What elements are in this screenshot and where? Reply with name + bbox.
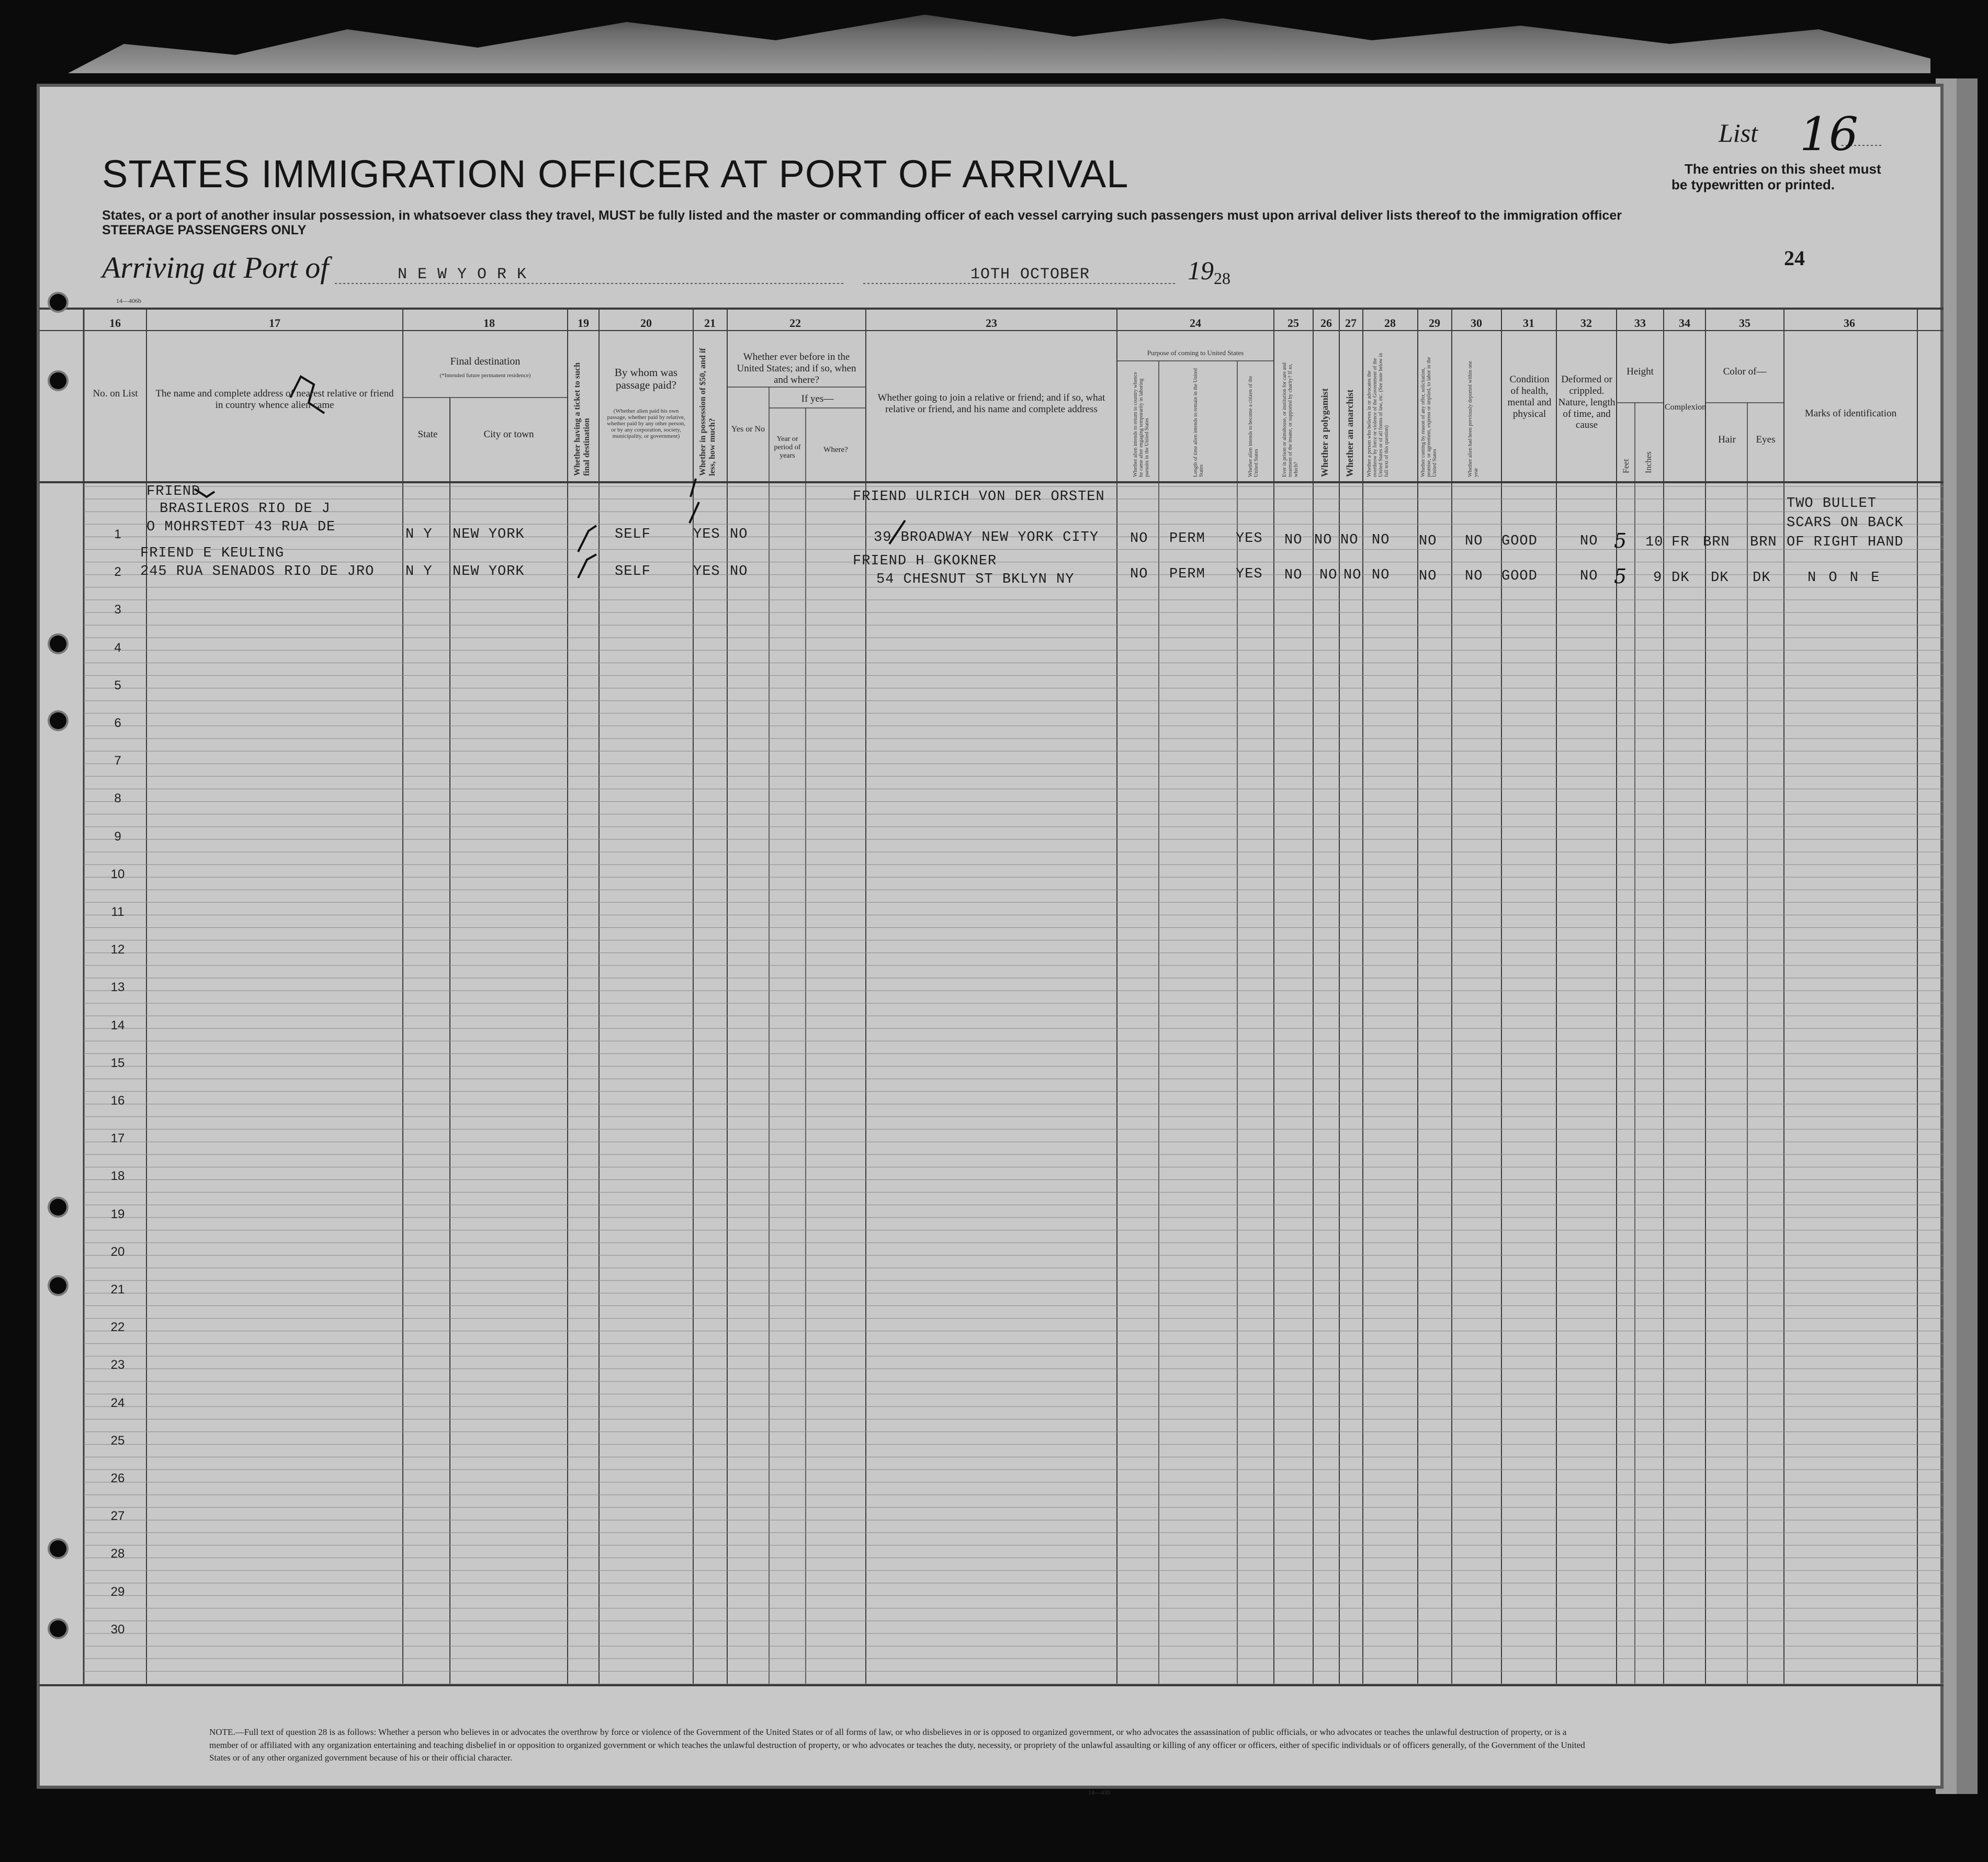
col-num-19: 19: [578, 316, 589, 330]
row2-passage: SELF: [615, 564, 651, 580]
header-final-destination-note: (*Intended future permanent residence): [439, 372, 531, 379]
row-number: 5: [114, 678, 121, 692]
binder-hole: [50, 1277, 66, 1294]
row1-citizen: YES: [1236, 531, 1263, 547]
row-number: 15: [110, 1055, 125, 1070]
row-number: 16: [110, 1094, 125, 1108]
page-title: STATES IMMIGRATION OFFICER AT PORT OF ARRIVAL: [102, 152, 1129, 196]
header-passage-note: (Whether alien paid his own passage, whether paid by relative, whether paid by any other person, or by any corporation, society, municipality, or government): [607, 408, 685, 440]
col-num-34: 34: [1679, 316, 1690, 330]
row1-before: NO: [730, 527, 748, 542]
binder-hole: [50, 1620, 66, 1637]
header-hair: Hair: [1718, 434, 1736, 445]
col-num-16: 16: [109, 316, 121, 330]
header-feet: Feet: [1622, 459, 1631, 473]
row1-length: PERM: [1169, 531, 1205, 547]
row2-overthrow: NO: [1372, 567, 1390, 583]
sheet-number: 24: [1784, 246, 1805, 270]
col-num-32: 32: [1580, 316, 1592, 330]
header-inches: Inches: [1644, 451, 1653, 473]
row1-city: NEW YORK: [453, 527, 525, 542]
row2-prison: NO: [1284, 567, 1303, 583]
row2-city: NEW YORK: [453, 564, 525, 580]
subtitle-instructions: States, or a port of another insular possession, in whatsoever class they travel, MUST be fully listed and the master or commanding officer of each vessel carrying such passengers must upon arrival deliver lists thereof to the immigration officer: [102, 208, 1622, 223]
row1-relative-line1: BRASILEROS RIO DE J: [160, 501, 331, 517]
binder-hole: [50, 712, 66, 729]
header-final-destination: Final destination: [450, 356, 521, 367]
header-purpose-return: Whether alien intends to return to country whence he came after engaging temporarily in laboring pursuits in the United States: [1133, 372, 1150, 477]
typewritten-note-2: be typewritten or printed.: [1671, 177, 1835, 192]
col-num-31: 31: [1523, 316, 1534, 330]
col-num-26: 26: [1320, 316, 1332, 330]
row-number: 22: [110, 1320, 125, 1335]
header-fifty-dollars: Whether in possession of $50, and if less, how much?: [698, 348, 717, 476]
row1-marks-line1: TWO BULLET: [1787, 496, 1877, 512]
row1-relative-line2: O MOHRSTEDT 43 RUA DE: [146, 519, 336, 535]
header-overthrow: Whether a person who believes in or advocates the overthrow by force or violence of the Government of the United States or of all forms of law, etc. (See note below in full text of this question): [1366, 353, 1390, 477]
list-label: List: [1719, 118, 1758, 147]
form-code-top: 14—406b: [116, 297, 141, 304]
binder-hole: [50, 372, 66, 389]
row2-deported: NO: [1465, 569, 1483, 584]
header-deformed: Deformed or crippled. Nature, length of time, and cause: [1558, 374, 1616, 431]
row2-health: GOOD: [1501, 569, 1538, 584]
binder-hole: [50, 635, 66, 652]
row-number: 13: [110, 980, 125, 995]
row2-eyes: DK: [1753, 570, 1771, 586]
row2-inches: 9: [1653, 570, 1663, 586]
row2-feet: 5: [1614, 565, 1627, 588]
row2-anarchist: NO: [1343, 567, 1362, 583]
row-number: 23: [110, 1358, 125, 1372]
row2-citizen: YES: [1236, 566, 1263, 582]
row-number: 2: [114, 565, 121, 580]
row-number: 7: [114, 754, 121, 768]
row-number: 29: [110, 1584, 125, 1599]
header-yes-or-no: Yes or No: [731, 425, 765, 434]
header-ticket: Whether having a ticket to such final destination: [573, 362, 591, 476]
row-number: 6: [114, 716, 121, 730]
col-num-24: 24: [1190, 316, 1201, 330]
row1-passage: SELF: [615, 527, 651, 542]
row1-fifty: YES: [693, 527, 720, 542]
row-number: 19: [110, 1207, 125, 1221]
row-number: 30: [110, 1622, 125, 1637]
header-anarchist: Whether an anarchist: [1345, 389, 1355, 477]
row1-deformed: NO: [1580, 533, 1598, 549]
row-number: 3: [114, 603, 121, 617]
col-num-33: 33: [1634, 316, 1646, 330]
header-relative-address: The name and complete address of nearest relative or friend in country whence alien came: [155, 388, 394, 411]
row1-anarchist: NO: [1340, 532, 1359, 548]
row1-return: NO: [1130, 531, 1148, 547]
row2-joining-line1: FRIEND H GKOKNER: [853, 553, 997, 569]
row-number: 8: [114, 791, 121, 806]
header-purpose-length: Length of time alien intends to remain in the United States: [1193, 368, 1204, 477]
arriving-label: Arriving at Port of: [102, 251, 329, 285]
row-number: 1: [114, 527, 121, 541]
year-prefix: 19: [1188, 256, 1214, 285]
port-value: N E W Y O R K: [398, 266, 527, 283]
header-polygamist: Whether a polygamist: [1319, 388, 1330, 477]
header-before-in-us: Whether ever before in the United States; and if so, when and where?: [737, 351, 856, 385]
col-num-23: 23: [986, 316, 997, 330]
list-number: 16: [1800, 107, 1858, 161]
header-no-on-list: No. on List: [93, 388, 138, 399]
row1-health: GOOD: [1501, 533, 1538, 549]
row-number: 25: [110, 1433, 125, 1448]
row2-state: N Y: [405, 564, 433, 580]
row2-fifty: YES: [693, 564, 720, 580]
row-number: 12: [110, 943, 125, 957]
footer-note-question-28: NOTE.—Full text of question 28 is as follows: Whether a person who believes in or advocates the overthrow by force or violence of the Government of the United States or of all forms of law, or who disbelieves in or is opposed to organized government, or who advocates the assassination of public officials, or who advocates or teaches the unlawful destruction of property, or is a member of or affiliated with any organization entertaining and teaching disbelief in or opposition to organized government or which teaches the unlawful destruction of property, or who advocates or teaches the duty, necessity, or propriety of the unlawful assaulting or killing of any officer or officers, either of specific individuals or of officers generally, of the Government of the United States or of any other organized government because of his or their official character.: [209, 1727, 1585, 1763]
header-if-yes: If yes—: [801, 393, 834, 404]
header-marks: Marks of identification: [1804, 408, 1897, 419]
row2-return: NO: [1130, 566, 1148, 582]
col-num-30: 30: [1471, 316, 1482, 330]
header-prison: Ever in prison or almshouse, or institution for care and treatment of the insane, or supported by charity? If so, which?: [1282, 362, 1299, 477]
header-color-of: Color of—: [1723, 366, 1767, 377]
header-height: Height: [1626, 366, 1654, 377]
date-value: 1OTH OCTOBER: [970, 266, 1090, 283]
row2-relative-line1: FRIEND E KEULING: [140, 546, 285, 561]
col-num-29: 29: [1429, 316, 1440, 330]
header-passage-paid: By whom was passage paid?: [614, 366, 678, 392]
row2-deformed: NO: [1580, 569, 1598, 584]
row1-eyes: BRN: [1750, 535, 1777, 550]
col-num-22: 22: [789, 316, 801, 330]
row-number: 9: [114, 829, 121, 844]
binder-hole: [50, 1540, 66, 1557]
header-city: City or town: [483, 429, 534, 440]
year-suffix: 28: [1214, 269, 1230, 288]
col-num-20: 20: [640, 316, 652, 330]
col-num-21: 21: [704, 316, 716, 330]
row1-state: N Y: [405, 527, 433, 542]
row1-joining-line1: FRIEND ULRICH VON DER ORSTEN: [853, 489, 1105, 505]
row2-marks: N O N E: [1808, 570, 1882, 586]
row-number: 26: [110, 1471, 125, 1485]
header-purpose: Purpose of coming to United States: [1147, 349, 1244, 357]
row-number: 28: [110, 1547, 125, 1561]
typewritten-note-1: The entries on this sheet must: [1685, 161, 1881, 177]
row-number: 4: [114, 640, 121, 655]
header-joining-relative: Whether going to join a relative or friend; and if so, what relative or friend, and his name and complete address: [877, 392, 1105, 415]
row1-marks-line3: OF RIGHT HAND: [1787, 535, 1904, 550]
row1-inches: 10: [1645, 535, 1664, 550]
row1-complexion: FR: [1671, 535, 1690, 550]
row2-relative-line2: 245 RUA SENADOS RIO DE JRO: [140, 564, 375, 580]
col-num-35: 35: [1739, 316, 1750, 330]
header-purpose-citizen: Whether alien intends to become a citizen of the United States: [1248, 376, 1259, 477]
row1-feet: 5: [1614, 529, 1627, 552]
row2-length: PERM: [1169, 566, 1205, 582]
subtitle-steerage: STEERAGE PASSENGERS ONLY: [102, 223, 307, 237]
header-health: Condition of health, mental and physical: [1507, 374, 1552, 419]
row1-overthrow: NO: [1372, 532, 1390, 548]
header-where: Where?: [823, 446, 848, 454]
row-number: 17: [110, 1131, 125, 1146]
row-number: 14: [110, 1018, 125, 1032]
binder-hole: [50, 294, 66, 311]
header-eyes: Eyes: [1756, 434, 1776, 445]
col-num-17: 17: [269, 316, 280, 330]
col-num-25: 25: [1287, 316, 1299, 330]
row-number: 10: [110, 867, 125, 881]
row1-joining-line2: 39 BROADWAY NEW YORK CITY: [874, 530, 1099, 546]
col-num-36: 36: [1844, 316, 1855, 330]
col-num-28: 28: [1384, 316, 1396, 330]
header-complexion: Complexion: [1665, 403, 1707, 412]
header-deported: Whether alien had been previously deported within one year: [1467, 361, 1479, 477]
row-number: 24: [110, 1395, 125, 1410]
row1-hair: BRN: [1703, 535, 1730, 550]
row2-hair: DK: [1711, 570, 1729, 586]
row1-deported: NO: [1465, 533, 1483, 549]
row2-before: NO: [730, 564, 748, 580]
header-years: Year or period of years: [774, 435, 801, 460]
header-offer-labor: Whether coming by reason of any offer, solicitation, promise, or agreement, express or implied, to labor in the United States: [1420, 357, 1438, 477]
row1-prison: NO: [1284, 532, 1303, 548]
row1-polygamist: NO: [1314, 532, 1332, 548]
row1-relative-type: FRIEND: [146, 484, 201, 499]
row-number: 18: [110, 1169, 125, 1184]
row1-offer: NO: [1419, 533, 1437, 549]
form-code-bottom: 14—430: [1088, 1789, 1110, 1796]
col-num-18: 18: [483, 316, 495, 330]
row-number: 27: [110, 1509, 125, 1524]
col-num-27: 27: [1345, 316, 1357, 330]
row2-offer: NO: [1419, 569, 1437, 584]
header-state: State: [417, 429, 438, 440]
row-number: 11: [111, 905, 125, 919]
row1-marks-line2: SCARS ON BACK: [1787, 515, 1904, 531]
row-number: 21: [110, 1282, 125, 1297]
binder-hole: [50, 1199, 66, 1216]
row-number: 20: [110, 1244, 125, 1259]
row2-complexion: DK: [1671, 570, 1690, 586]
row2-joining-line2: 54 CHESNUT ST BKLYN NY: [876, 572, 1075, 587]
row2-polygamist: NO: [1319, 567, 1338, 583]
